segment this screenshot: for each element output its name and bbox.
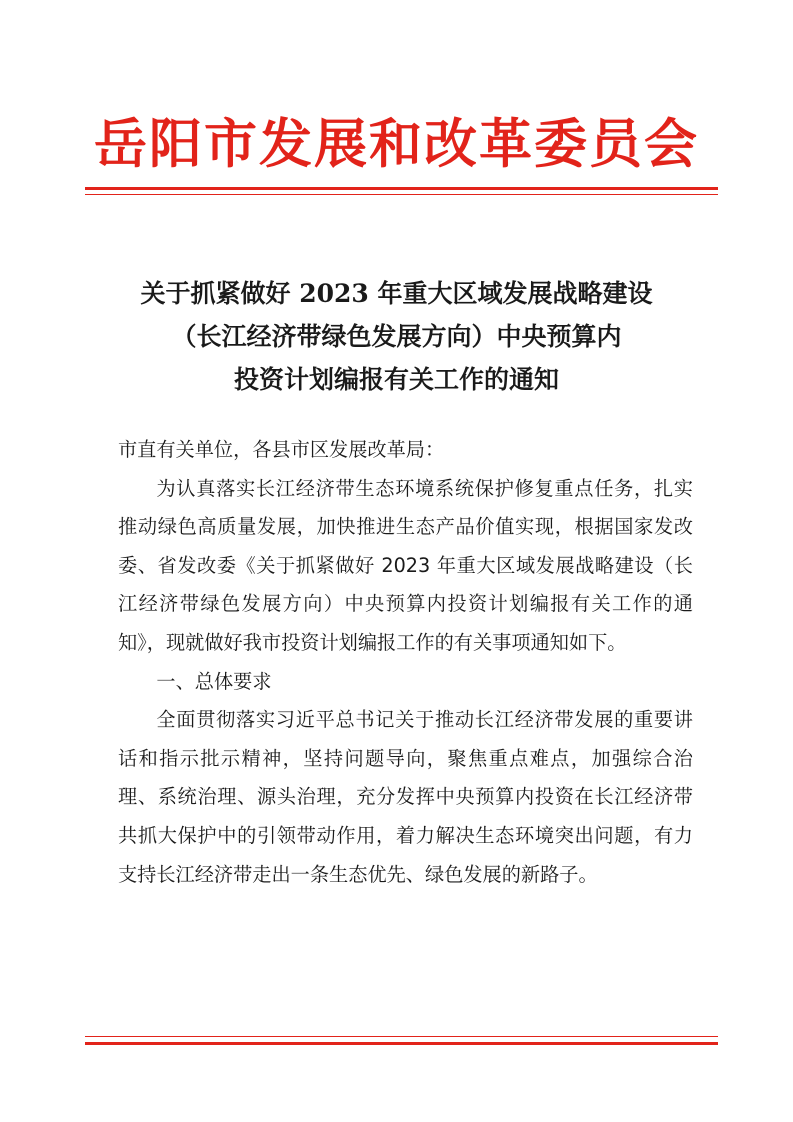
footer-rule-thick xyxy=(85,1042,718,1045)
issuing-organization: 岳阳市发展和改革委员会 xyxy=(94,113,699,175)
intro-paragraph: 为认真落实长江经济带生态环境系统保护修复重点任务，扎实推动绿色高质量发展，加快推进生态产品价值实现，根据国家发改委、省发改委《关于抓紧做好 2023 年重大区域发展战略建设（长江经济带绿色发展方向）中央预算内投资计划编报有关工作的通知》，现就做好我市投资计划编报工作的有关事项通知如下。 xyxy=(118,476,693,654)
header-rule-thick xyxy=(85,187,718,190)
footer-rule-thin xyxy=(85,1036,718,1037)
document-title-line-3: 投资计划编报有关工作的通知 xyxy=(233,365,559,394)
document-title xyxy=(0,272,793,401)
section-heading-1: 一、总体要求 xyxy=(156,669,272,693)
salutation: 市直有关单位，各县市区发展改革局： xyxy=(118,438,445,461)
document-title-line-1: 关于抓紧做好 2023 年重大区域发展战略建设 xyxy=(140,279,653,308)
document-title-line-2: （长江经济带绿色发展方向）中央预算内 xyxy=(171,322,622,351)
header-rule-thin xyxy=(85,194,718,195)
document-body xyxy=(118,431,693,894)
section-paragraph-1: 全面贯彻落实习近平总书记关于推动长江经济带发展的重要讲话和指示批示精神，坚持问题导向，聚焦重点难点，加强综合治理、系统治理、源头治理，充分发挥中央预算内投资在长江经济带共抓大保护中的引领带动作用，着力解决生态环境突出问题，有力支持长江经济带走出一条生态优先、绿色发展的新路子。 xyxy=(118,708,693,886)
